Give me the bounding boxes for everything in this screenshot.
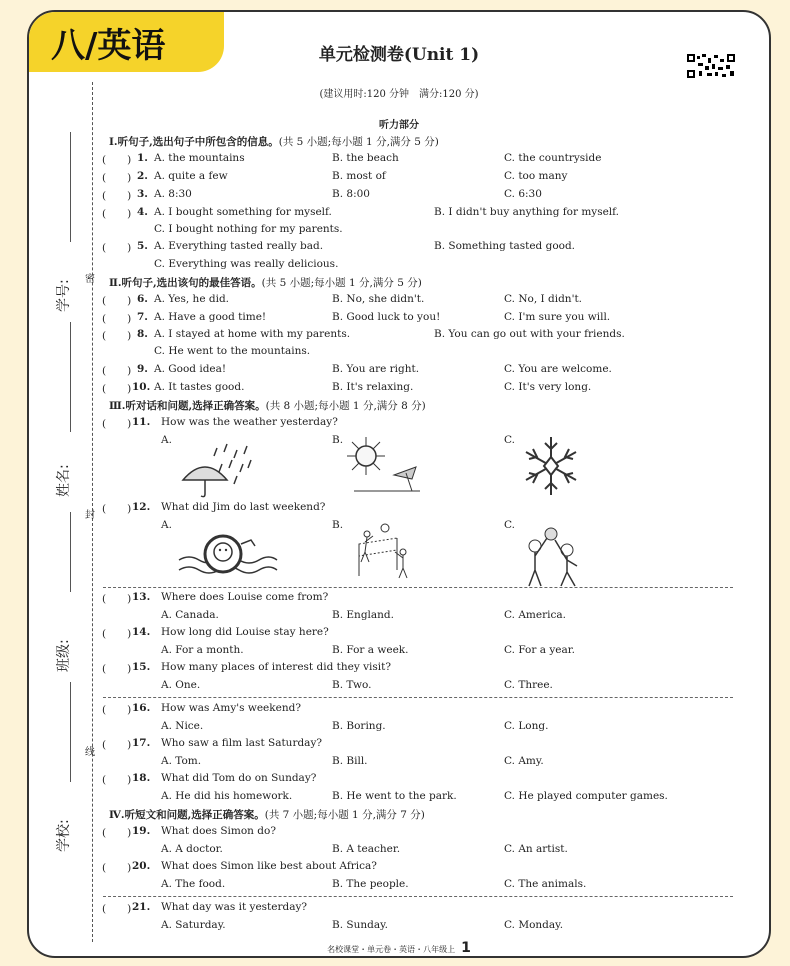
question-row bbox=[29, 860, 769, 876]
time-score-note: (建议用时:120 分钟 满分:120 分) bbox=[319, 89, 479, 100]
question-row bbox=[29, 152, 769, 168]
option-b: B. Bill. bbox=[332, 755, 368, 767]
option-b: B. 8:00 bbox=[332, 188, 370, 200]
option-a: A. Good idea! bbox=[154, 363, 227, 375]
option-b: B. He went to the park. bbox=[332, 790, 457, 802]
listening-part-title: 听力部分 bbox=[379, 120, 419, 131]
question-number: 16. bbox=[132, 702, 151, 714]
answer-blank[interactable]: ( ) bbox=[102, 628, 132, 640]
option-c: C. I bought nothing for my parents. bbox=[154, 223, 343, 235]
grade-subject-text: 八/英语 bbox=[51, 26, 166, 66]
option-a: A. He did his homework. bbox=[161, 790, 293, 802]
answer-blank[interactable]: ( ) bbox=[102, 418, 132, 430]
option-c: C. It's very long. bbox=[504, 381, 592, 393]
option-a: A. I bought something for myself. bbox=[154, 206, 332, 218]
question-number: 4. bbox=[137, 206, 148, 218]
options-row bbox=[29, 755, 769, 771]
section-heading bbox=[109, 275, 422, 290]
question-number: 15. bbox=[132, 661, 151, 673]
option-c: C. He played computer games. bbox=[504, 790, 668, 802]
answer-blank[interactable]: ( ) bbox=[102, 827, 132, 839]
option-b: B. bbox=[332, 434, 344, 446]
option-a: A. One. bbox=[161, 679, 201, 691]
answer-blank[interactable]: ( ) bbox=[102, 172, 132, 184]
dashed-separator bbox=[103, 896, 733, 897]
option-c: C. bbox=[504, 434, 515, 446]
question-number: 13. bbox=[132, 591, 151, 603]
question-number: 14. bbox=[132, 626, 151, 638]
seal-mark-xian: 线 bbox=[85, 747, 95, 758]
swimming-icon[interactable] bbox=[177, 524, 279, 582]
answer-blank[interactable]: ( ) bbox=[102, 663, 132, 675]
question-row bbox=[29, 901, 769, 917]
question-number: 7. bbox=[137, 311, 148, 323]
question-text: How was the weather yesterday? bbox=[161, 416, 338, 428]
question-number: 19. bbox=[132, 825, 151, 837]
question-row bbox=[29, 661, 769, 677]
question-number: 1. bbox=[137, 152, 148, 164]
options-row bbox=[29, 720, 769, 736]
option-a: A. Nice. bbox=[161, 720, 204, 732]
question-text: Who saw a film last Saturday? bbox=[161, 737, 323, 749]
option-b: B. England. bbox=[332, 609, 394, 621]
option-c: C. 6:30 bbox=[504, 188, 542, 200]
answer-blank[interactable]: ( ) bbox=[102, 704, 132, 716]
question-number: 5. bbox=[137, 240, 148, 252]
question-row bbox=[29, 626, 769, 642]
options-row bbox=[29, 609, 769, 625]
dashed-separator bbox=[103, 587, 733, 588]
section-note: (共 5 小题;每小题 1 分,满分 5 分) bbox=[261, 277, 422, 289]
option-c: C. Three. bbox=[504, 679, 553, 691]
snowflake-icon[interactable] bbox=[521, 435, 581, 497]
option-b: B. You can go out with your friends. bbox=[434, 328, 625, 340]
answer-blank[interactable]: ( ) bbox=[102, 313, 132, 325]
section-note: (共 8 小题;每小题 1 分,满分 8 分) bbox=[265, 400, 426, 412]
option-c: C. The animals. bbox=[504, 878, 587, 890]
answer-blank[interactable]: ( ) bbox=[102, 208, 132, 220]
option-a: A. bbox=[161, 519, 172, 531]
question-text: Where does Louise come from? bbox=[161, 591, 329, 603]
section-heading bbox=[109, 134, 439, 149]
page-footer bbox=[29, 940, 769, 956]
option-c: C. the countryside bbox=[504, 152, 602, 164]
option-c: C. You are welcome. bbox=[504, 363, 612, 375]
question-text: How was Amy's weekend? bbox=[161, 702, 301, 714]
option-b: B. I didn't buy anything for myself. bbox=[434, 206, 620, 218]
section-heading bbox=[109, 807, 425, 822]
section-heading bbox=[109, 398, 426, 413]
question-text: What day was it yesterday? bbox=[161, 901, 308, 913]
section-title: Ⅰ.听句子,选出句子中所包含的信息。 bbox=[109, 136, 279, 148]
option-a: A. I stayed at home with my parents. bbox=[154, 328, 351, 340]
question-row bbox=[29, 363, 769, 379]
section-title: Ⅱ.听句子,选出该句的最佳答语。 bbox=[109, 277, 262, 289]
option-b: B. Boring. bbox=[332, 720, 386, 732]
option-b: B. most of bbox=[332, 170, 386, 182]
question-number: 20. bbox=[132, 860, 151, 872]
option-a: A. For a month. bbox=[161, 644, 244, 656]
seal-mark-feng: 封 bbox=[85, 510, 95, 521]
options-row bbox=[29, 919, 769, 935]
option-c: C. No, I didn't. bbox=[504, 293, 583, 305]
question-text: What did Jim do last weekend? bbox=[161, 501, 326, 513]
question-row bbox=[29, 240, 769, 256]
dashed-separator bbox=[103, 697, 733, 698]
question-text: What does Simon like best about Africa? bbox=[161, 860, 377, 872]
answer-blank[interactable]: ( ) bbox=[102, 774, 132, 786]
section-note: (共 7 小题;每小题 1 分,满分 7 分) bbox=[264, 809, 425, 821]
question-text: What did Tom do on Sunday? bbox=[161, 772, 317, 784]
option-c: C. I'm sure you will. bbox=[504, 311, 611, 323]
question-number: 11. bbox=[132, 416, 151, 428]
answer-blank[interactable]: ( ) bbox=[102, 295, 132, 307]
option-b: B. Good luck to you! bbox=[332, 311, 441, 323]
option-b: B. The people. bbox=[332, 878, 409, 890]
options-row bbox=[29, 843, 769, 859]
seal-mark-mi: 密 bbox=[85, 274, 95, 285]
qr-code-icon bbox=[687, 54, 735, 78]
section-title: Ⅲ.听对话和问题,选择正确答案。 bbox=[109, 400, 266, 412]
question-row bbox=[29, 381, 769, 397]
option-a: A. A doctor. bbox=[161, 843, 223, 855]
option-c: C. An artist. bbox=[504, 843, 568, 855]
question-number: 17. bbox=[132, 737, 151, 749]
section-title: Ⅳ.听短文和问题,选择正确答案。 bbox=[109, 809, 265, 821]
question-row-cont bbox=[29, 345, 769, 361]
question-row bbox=[29, 293, 769, 309]
option-a: A. Have a good time! bbox=[154, 311, 267, 323]
class-label: 班级: bbox=[56, 639, 72, 672]
question-row bbox=[29, 206, 769, 222]
option-b: B. No, she didn't. bbox=[332, 293, 425, 305]
rainy-umbrella-icon[interactable] bbox=[177, 440, 257, 500]
option-b: B. It's relaxing. bbox=[332, 381, 414, 393]
answer-blank[interactable]: ( ) bbox=[102, 242, 132, 254]
question-row-cont bbox=[29, 223, 769, 239]
school-label: 学校: bbox=[56, 819, 72, 852]
question-number: 2. bbox=[137, 170, 148, 182]
options-row bbox=[29, 644, 769, 660]
answer-blank[interactable]: ( ) bbox=[102, 593, 132, 605]
option-a: A. bbox=[161, 434, 172, 446]
question-row bbox=[29, 188, 769, 204]
option-a: A. The food. bbox=[161, 878, 226, 890]
question-text: What does Simon do? bbox=[161, 825, 276, 837]
option-b: B. For a week. bbox=[332, 644, 409, 656]
option-c: C. Amy. bbox=[504, 755, 544, 767]
question-row-cont bbox=[29, 258, 769, 274]
option-b: B. A teacher. bbox=[332, 843, 401, 855]
option-c: C. bbox=[504, 519, 515, 531]
question-row bbox=[29, 501, 769, 517]
question-number: 21. bbox=[132, 901, 151, 913]
option-a: A. Everything tasted really bad. bbox=[154, 240, 324, 252]
option-a: A. Canada. bbox=[161, 609, 219, 621]
question-row bbox=[29, 170, 769, 186]
question-row bbox=[29, 825, 769, 841]
section-note: (共 5 小题;每小题 1 分,满分 5 分) bbox=[278, 136, 439, 148]
question-row bbox=[29, 311, 769, 327]
option-a: A. Saturday. bbox=[161, 919, 226, 931]
question-number: 6. bbox=[137, 293, 148, 305]
question-number: 10. bbox=[132, 381, 151, 393]
question-text: How many places of interest did they visit? bbox=[161, 661, 391, 673]
page-number: 1 bbox=[461, 940, 471, 956]
volleyball-icon[interactable] bbox=[345, 522, 411, 582]
answer-blank[interactable]: ( ) bbox=[102, 503, 132, 515]
options-row bbox=[29, 679, 769, 695]
footer-text: 名校课堂・单元卷・英语・八年级上 bbox=[327, 945, 456, 954]
question-number: 18. bbox=[132, 772, 151, 784]
answer-blank[interactable]: ( ) bbox=[102, 862, 132, 874]
basketball-players-icon[interactable] bbox=[519, 524, 585, 590]
option-c: C. Long. bbox=[504, 720, 549, 732]
answer-blank[interactable]: ( ) bbox=[102, 739, 132, 751]
exam-sheet bbox=[27, 10, 771, 958]
student-number-label: 学号: bbox=[56, 279, 72, 312]
option-b: B. Two. bbox=[332, 679, 372, 691]
student-name-label: 姓名: bbox=[56, 464, 72, 497]
question-row bbox=[29, 702, 769, 718]
option-c: C. Everything was really delicious. bbox=[154, 258, 339, 270]
option-c: C. He went to the mountains. bbox=[154, 345, 311, 357]
option-c: C. For a year. bbox=[504, 644, 575, 656]
question-number: 3. bbox=[137, 188, 148, 200]
question-number: 8. bbox=[137, 328, 148, 340]
question-number: 12. bbox=[132, 501, 151, 513]
option-a: A. Yes, he did. bbox=[154, 293, 230, 305]
answer-blank[interactable]: ( ) bbox=[102, 154, 132, 166]
option-b: B. Something tasted good. bbox=[434, 240, 576, 252]
question-row bbox=[29, 772, 769, 788]
option-c: C. too many bbox=[504, 170, 568, 182]
option-a: A. 8:30 bbox=[154, 188, 192, 200]
answer-blank[interactable]: ( ) bbox=[102, 383, 132, 395]
option-b: B. Sunday. bbox=[332, 919, 388, 931]
option-c: C. Monday. bbox=[504, 919, 564, 931]
option-a: A. the mountains bbox=[154, 152, 245, 164]
option-c: C. America. bbox=[504, 609, 566, 621]
page-title: 单元检测卷(Unit 1) bbox=[318, 45, 480, 65]
question-number: 9. bbox=[137, 363, 148, 375]
answer-blank[interactable]: ( ) bbox=[102, 365, 132, 377]
options-row bbox=[29, 878, 769, 894]
answer-blank[interactable]: ( ) bbox=[102, 330, 132, 342]
answer-blank[interactable]: ( ) bbox=[102, 903, 132, 915]
question-row bbox=[29, 591, 769, 607]
option-a: A. Tom. bbox=[161, 755, 202, 767]
question-row bbox=[29, 416, 769, 432]
option-b: B. the beach bbox=[332, 152, 399, 164]
answer-blank[interactable]: ( ) bbox=[102, 190, 132, 202]
question-row bbox=[29, 737, 769, 753]
option-a: A. quite a few bbox=[154, 170, 228, 182]
options-row bbox=[29, 790, 769, 806]
question-text: How long did Louise stay here? bbox=[161, 626, 329, 638]
option-b: B. bbox=[332, 519, 344, 531]
question-row bbox=[29, 328, 769, 344]
option-b: B. You are right. bbox=[332, 363, 420, 375]
option-a: A. It tastes good. bbox=[154, 381, 245, 393]
sunny-beach-icon[interactable] bbox=[344, 435, 424, 497]
